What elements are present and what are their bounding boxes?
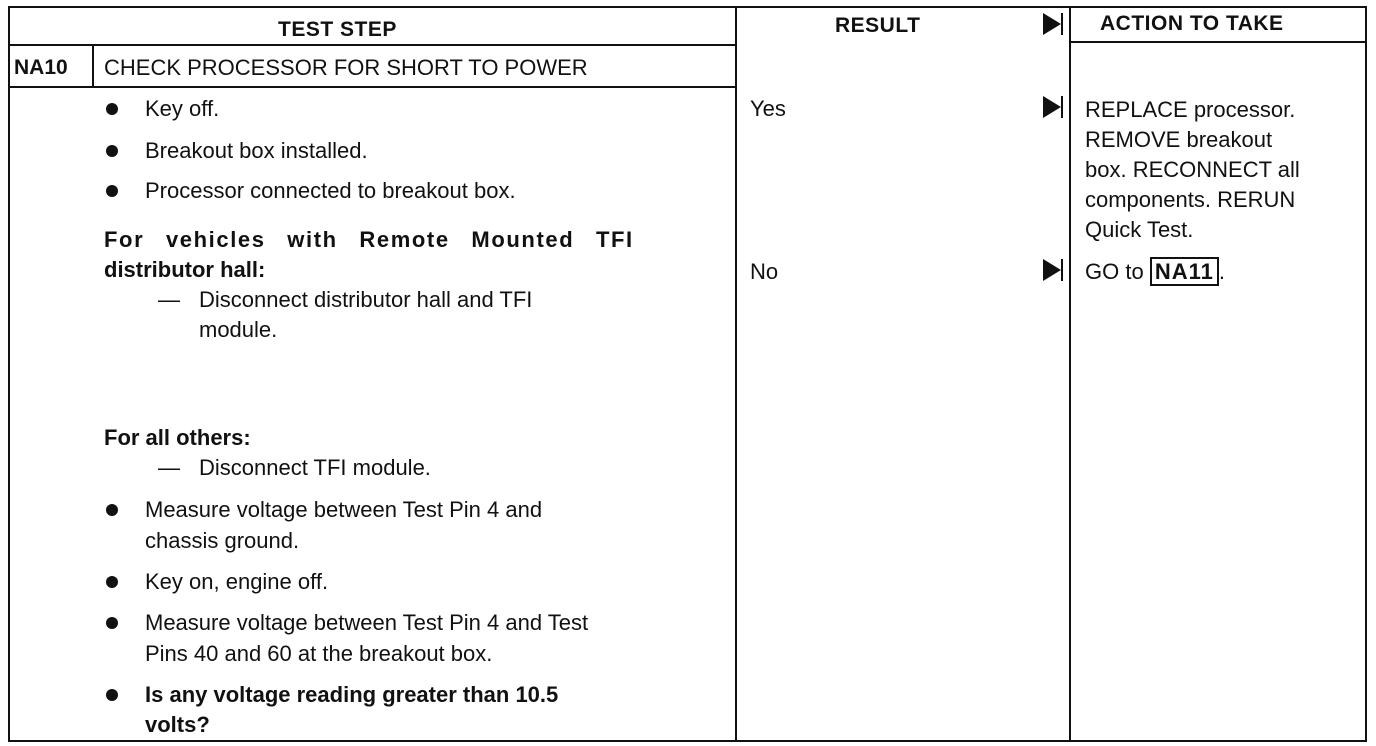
action-yes-line2: REMOVE breakout [1085, 127, 1273, 152]
bullet-question-line2: volts? [145, 712, 210, 737]
result-no: No [750, 259, 779, 284]
action-no-suffix: . [1218, 259, 1225, 284]
bullet-measure-ground-line1: Measure voltage between Test Pin 4 and [145, 497, 543, 522]
header-rule-action [1069, 41, 1367, 43]
header-action: ACTION TO TAKE [1100, 12, 1284, 35]
step-title-rule [92, 86, 735, 88]
bullet-dot-icon [106, 103, 118, 115]
result-yes: Yes [750, 96, 786, 121]
others-heading: For all others: [104, 425, 251, 450]
header-arrow-icon [1043, 13, 1061, 35]
remote-dash: — [158, 287, 180, 312]
action-no-prefix: GO to [1085, 259, 1144, 284]
action-yes-line4: components. RERUN [1085, 187, 1296, 212]
action-yes-line5: Quick Test. [1085, 217, 1194, 242]
bullet-key-on: Key on, engine off. [145, 569, 329, 594]
action-no-ref[interactable]: NA11 [1150, 257, 1219, 286]
action-yes-line3: box. RECONNECT all [1085, 157, 1300, 182]
header-test-step: TEST STEP [278, 18, 397, 41]
divider-step-result [735, 6, 737, 742]
bullet-measure-pins-line2: Pins 40 and 60 at the breakout box. [145, 641, 493, 666]
divider-step-id [92, 44, 94, 88]
step-title: CHECK PROCESSOR FOR SHORT TO POWER [104, 55, 588, 80]
bullet-key-off: Key off. [145, 96, 220, 121]
bullet-processor-connected: Processor connected to breakout box. [145, 178, 516, 203]
others-dash: — [158, 455, 180, 480]
step-id: NA10 [14, 56, 68, 79]
no-arrow-stem-icon [1061, 259, 1063, 281]
no-arrow-icon [1043, 259, 1061, 281]
bullet-dot-icon [106, 689, 118, 701]
others-item: Disconnect TFI module. [199, 455, 431, 480]
header-rule [8, 44, 735, 46]
step-id-rule [8, 86, 92, 88]
header-result: RESULT [835, 14, 921, 37]
remote-heading-line1: For vehicles with Remote Mounted TFI [104, 227, 634, 252]
bullet-breakout-installed: Breakout box installed. [145, 138, 368, 163]
yes-arrow-stem-icon [1061, 96, 1063, 118]
bullet-dot-icon [106, 504, 118, 516]
bullet-dot-icon [106, 617, 118, 629]
bullet-question-line1: Is any voltage reading greater than 10.5 [145, 682, 559, 707]
bullet-dot-icon [106, 145, 118, 157]
bullet-dot-icon [106, 185, 118, 197]
bullet-dot-icon [106, 576, 118, 588]
action-yes-line1: REPLACE processor. [1085, 97, 1296, 122]
bullet-measure-pins-line1: Measure voltage between Test Pin 4 and Test [145, 610, 589, 635]
header-arrow-stem-icon [1061, 13, 1063, 35]
divider-result-action [1069, 6, 1071, 742]
yes-arrow-icon [1043, 96, 1061, 118]
action-no [1085, 258, 1225, 286]
remote-item-line2: module. [199, 317, 278, 342]
bullet-measure-ground-line2: chassis ground. [145, 528, 300, 553]
remote-item-line1: Disconnect distributor hall and TFI [199, 287, 533, 312]
remote-heading-line2: distributor hall: [104, 257, 266, 282]
